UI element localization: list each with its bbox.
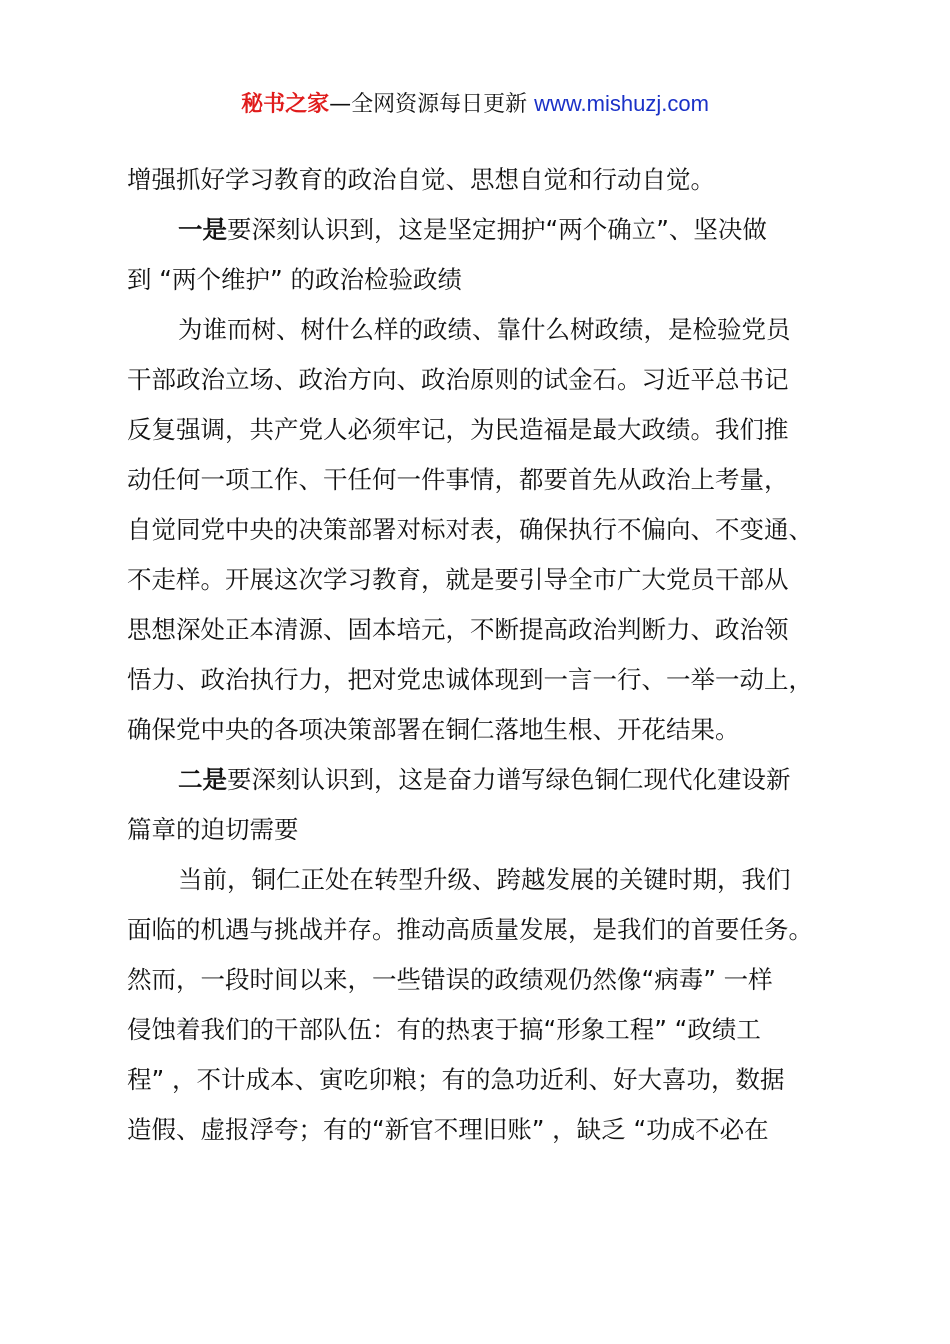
text-line: [127, 155, 867, 205]
line-text: 反复强调，共产党人必须牢记，为民造福是最大政绩。我们推: [127, 415, 789, 444]
line-text: 然而，一段时间以来，一些错误的政绩观仍然像“病毒” 一样: [127, 965, 773, 994]
text-line: [127, 355, 867, 405]
header-brand: 秘书之家: [241, 92, 330, 117]
line-text: 要深刻认识到，这是奋力谱写绿色铜仁现代化建设新: [227, 765, 791, 794]
line-text: 干部政治立场、政治方向、政治原则的试金石。习近平总书记: [127, 365, 789, 394]
paragraph-lead: 二是: [178, 765, 227, 794]
line-text: 程” ，不计成本、寅吃卯粮；有的急功近利、好大喜功，数据: [127, 1065, 785, 1094]
paragraph-lead: 一是: [178, 215, 227, 244]
text-line: [127, 655, 867, 705]
text-line: [127, 305, 867, 355]
text-line: [127, 255, 867, 305]
text-line: [127, 505, 867, 555]
text-line: [127, 955, 867, 1005]
text-line: [127, 1055, 867, 1105]
text-line: [127, 1105, 867, 1155]
line-text: 要深刻认识到，这是坚定拥护“两个确立”、坚决做: [227, 215, 767, 244]
line-text: 到 “两个维护” 的政治检验政绩: [127, 265, 462, 294]
line-text: 悟力、政治执行力，把对党忠诚体现到一言一行、一举一动上，: [127, 665, 813, 694]
line-text: 侵蚀着我们的干部队伍：有的热衷于搞“形象工程” “政绩工: [127, 1015, 761, 1044]
line-text: 思想深处正本清源、固本培元，不断提高政治判断力、政治领: [127, 615, 789, 644]
line-text: 造假、虚报浮夸；有的“新官不理旧账” ，缺乏 “功成不必在: [127, 1115, 769, 1144]
line-text: 确保党中央的各项决策部署在铜仁落地生根、开花结果。: [127, 715, 740, 744]
text-line: [127, 705, 867, 755]
text-line: [127, 555, 867, 605]
line-text: 动任何一项工作、干任何一件事情，都要首先从政治上考量，: [127, 465, 789, 494]
text-line: [127, 905, 867, 955]
document-body: [127, 155, 867, 1155]
page-header: [0, 88, 950, 121]
line-text: 自觉同党中央的决策部署对标对表，确保执行不偏向、不变通、: [127, 515, 813, 544]
text-line: [127, 805, 867, 855]
text-line: [127, 1005, 867, 1055]
line-text: 增强抓好学习教育的政治自觉、思想自觉和行动自觉。: [127, 165, 715, 194]
text-line: [127, 205, 867, 255]
header-url-link[interactable]: www.mishuzj.com: [534, 91, 709, 116]
line-text: 不走样。开展这次学习教育，就是要引导全市广大党员干部从: [127, 565, 789, 594]
text-line: [127, 405, 867, 455]
line-text: 面临的机遇与挑战并存。推动高质量发展，是我们的首要任务。: [127, 915, 813, 944]
text-line: [127, 755, 867, 805]
line-text: 为谁而树、树什么样的政绩、靠什么树政绩，是检验党员: [178, 315, 791, 344]
line-text: 当前，铜仁正处在转型升级、跨越发展的关键时期，我们: [178, 865, 791, 894]
text-line: [127, 455, 867, 505]
line-text: 篇章的迫切需要: [127, 815, 299, 844]
header-slogan: —全网资源每日更新: [329, 92, 535, 117]
text-line: [127, 605, 867, 655]
text-line: [127, 855, 867, 905]
